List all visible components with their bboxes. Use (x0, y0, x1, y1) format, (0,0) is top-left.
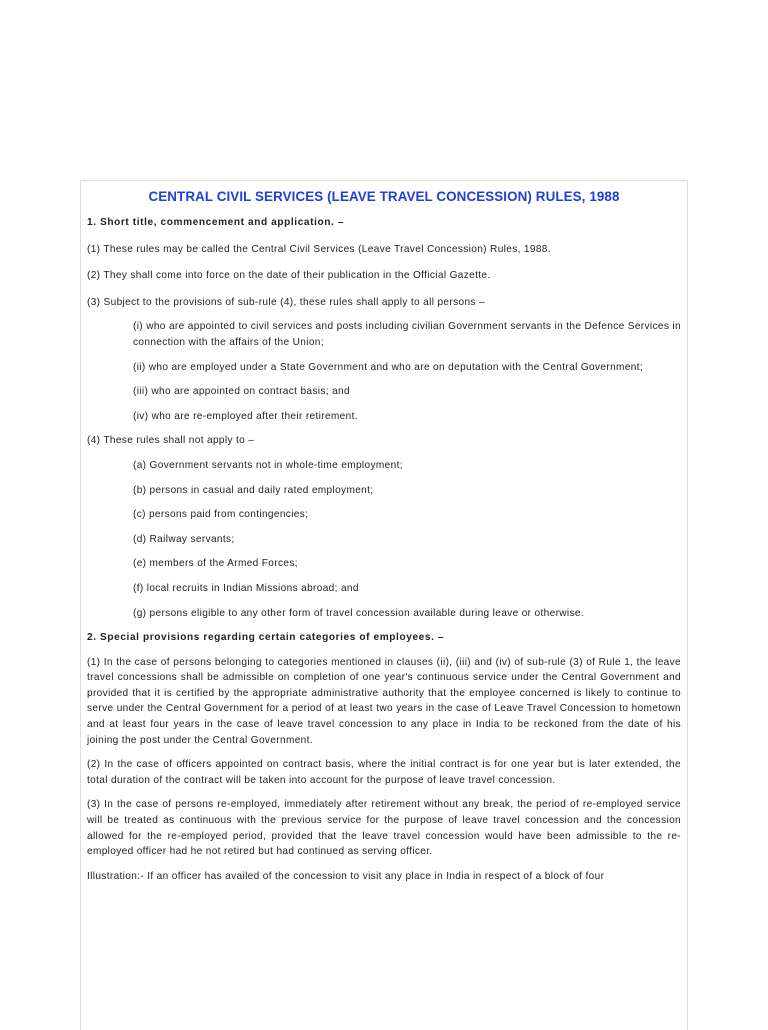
clause-c: (c) persons paid from contingencies; (133, 509, 309, 521)
clause-iii: (iii) who are appointed on contract basis; and (133, 386, 350, 398)
section-1-para-4: (4) These rules shall not apply to – (87, 435, 255, 447)
section-1-para-1: (1) These rules may be called the Central Civil Services (Leave Travel Concession) Rules, 1988. (87, 243, 551, 255)
section-2-illustration: Illustration:- If an officer has availed of the concession to visit any place in India in respect of a block of four (87, 870, 605, 882)
clause-f: (f) local recruits in Indian Missions abroad; and (133, 582, 359, 594)
clause-a: (a) Government servants not in whole-time employment; (133, 459, 403, 471)
clause-b: (b) persons in casual and daily rated employment; (133, 484, 374, 496)
section-1-para-3: (3) Subject to the provisions of sub-rule (4), these rules shall apply to all persons – (87, 296, 485, 308)
section-2-para-1: (1) In the case of persons belonging to categories mentioned in clauses (ii), (iii) and (iv) of sub-rule (3) of Rule 1, the leave travel concessions shall be admissible on completion of one year's continuous service under the Central Government and provided that it is certified by the appropriate administrative authority that the employee concerned is likely to continue to serve under the Central Government for a period of at least two years in the case of Leave Travel Concession to hometown and at least four years in the case of leave travel concession to any place in India to be reckoned from the date of his joining the post under the Central Government. (87, 656, 681, 746)
section-2-para-3: (3) In the case of persons re-employed, immediately after retirement without any break, the period of re-employed service will be treated as continuous with the previous service for the purpose of leave travel concession and the concession allowed for the re-employed period, provided that the leave travel concession would have been admissible to the re-employed officer had he not retired but had continued as serving officer. (87, 799, 681, 858)
clause-iv: (iv) who are re-employed after their retirement. (133, 410, 358, 422)
document-page (80, 180, 688, 1030)
section-2-heading: 2. Special provisions regarding certain categories of employees. – (87, 632, 445, 644)
section-1-heading: 1. Short title, commencement and application. – (87, 217, 345, 228)
clause-ii: (ii) who are employed under a State Government and who are on deputation with the Central Government; (133, 361, 644, 373)
clause-e: (e) members of the Armed Forces; (133, 558, 298, 570)
clause-i: (i) who are appointed to civil services and posts including civilian Government servants in the Defence Services in connection with the affairs of the Union; (133, 321, 681, 348)
clause-d: (d) Railway servants; (133, 533, 235, 545)
clause-g: (g) persons eligible to any other form of travel concession available during leave or otherwise. (133, 607, 585, 619)
section-2-para-2: (2) In the case of officers appointed on contract basis, where the initial contract is for one year but is later extended, the total duration of the contract will be taken into account for the purpose of leave travel concession. (87, 759, 681, 786)
section-1-para-2: (2) They shall come into force on the date of their publication in the Official Gazette. (87, 270, 491, 282)
document-title: CENTRAL CIVIL SERVICES (LEAVE TRAVEL CONCESSION) RULES, 1988 (148, 189, 620, 204)
